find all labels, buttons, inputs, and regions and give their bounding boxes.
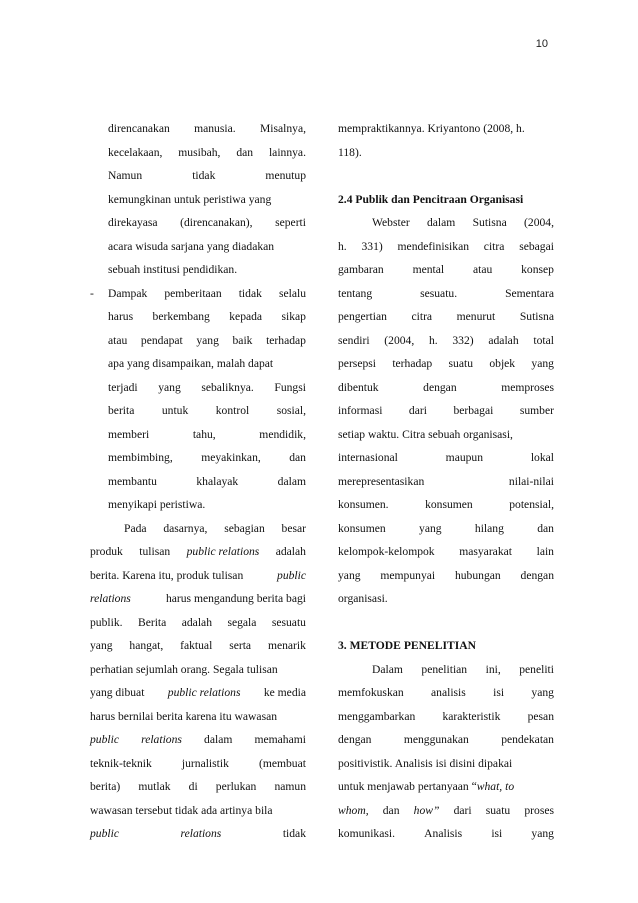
text-line	[338, 141, 554, 165]
text-line	[338, 728, 554, 752]
word: citra	[411, 310, 433, 323]
word: Dalam	[372, 662, 403, 676]
word: kelompok-kelompok	[338, 545, 435, 558]
text-line	[90, 587, 306, 611]
paragraph-citra	[338, 211, 554, 611]
word: relations	[180, 827, 222, 840]
word: selalu	[278, 286, 306, 300]
word: mendefinisikan	[397, 239, 470, 253]
word: sebagian	[224, 521, 265, 535]
word: hubungan	[454, 568, 501, 582]
word: berita	[108, 404, 135, 417]
word: maupun	[445, 451, 484, 464]
word: hilang	[474, 521, 504, 535]
word: setiap waktu. Citra sebuah organisasi,	[338, 427, 513, 441]
word: karakteristik	[442, 709, 501, 723]
word: yang	[531, 686, 554, 699]
word: konsumen.	[338, 498, 389, 511]
text-line	[338, 258, 554, 282]
text-line	[338, 517, 554, 541]
word: yang	[531, 357, 554, 370]
word: public relations	[186, 545, 260, 558]
word: sosial,	[276, 404, 306, 417]
word: menarik	[267, 639, 306, 652]
word: yang	[419, 521, 442, 535]
word: apa yang disampaikan, malah dapat	[108, 357, 274, 370]
word: sebagai	[519, 239, 554, 253]
word: Berita	[137, 615, 167, 629]
word: kecelakaan,	[108, 145, 163, 159]
word: (direncanakan),	[180, 216, 253, 229]
word: direkayasa	[108, 216, 158, 229]
word: atau	[108, 333, 128, 347]
section-heading-2-4: 2.4 Publik dan Pencitraan Organisasi	[338, 192, 524, 206]
text-line	[338, 352, 554, 376]
word: mempunyai	[380, 568, 436, 582]
text-line	[338, 423, 554, 447]
word: adalah	[181, 615, 212, 629]
word: sumber	[519, 404, 554, 417]
word: 331)	[361, 239, 383, 253]
text-line	[338, 799, 554, 823]
word: kontrol	[215, 404, 250, 417]
word: terhadap	[266, 333, 306, 347]
word: teknik-teknik	[90, 756, 152, 770]
text-line	[90, 752, 306, 776]
text-line	[90, 117, 306, 141]
text-line	[338, 775, 554, 799]
word: atau	[472, 263, 493, 276]
word: dalam	[426, 216, 456, 229]
text-line	[90, 446, 306, 470]
word: produk	[90, 545, 123, 558]
word: perhatian sejumlah orang. Segala tulisan	[90, 662, 278, 676]
text-line	[338, 540, 554, 564]
word: dibentuk	[338, 380, 379, 394]
text-line	[90, 164, 306, 188]
word: yang	[90, 639, 113, 652]
text-line	[90, 681, 306, 705]
text-line	[338, 446, 554, 470]
dash-list-item	[90, 282, 306, 517]
word: dalam	[277, 474, 306, 488]
word: menggambarkan	[338, 709, 416, 723]
text-line	[338, 587, 554, 611]
text-line	[90, 493, 306, 517]
word: pesan	[527, 709, 554, 723]
word: dari	[408, 404, 427, 417]
text-line	[90, 305, 306, 329]
word: dan	[537, 521, 554, 535]
word: analisis	[431, 686, 466, 699]
text-line	[338, 752, 554, 776]
text-line	[338, 399, 554, 423]
word: harus	[108, 310, 134, 323]
text-line	[90, 799, 306, 823]
word: terjadi	[108, 380, 138, 394]
word: potensial,	[509, 498, 554, 511]
word: objek	[489, 357, 516, 370]
word: gambaran	[338, 263, 384, 276]
word: (2004,	[384, 333, 415, 347]
word: informasi	[338, 404, 383, 417]
text-line	[90, 775, 306, 799]
word: konsumen	[338, 521, 386, 535]
text-line	[338, 376, 554, 400]
word: Sementara	[505, 286, 554, 300]
word: menutup	[265, 169, 306, 182]
word: dengan	[520, 568, 554, 582]
text-line	[90, 399, 306, 423]
list-continuation	[90, 117, 306, 282]
word: sikap	[281, 310, 306, 323]
word: Dampak	[108, 286, 148, 300]
word: hangat,	[129, 639, 164, 652]
word: mental	[412, 263, 445, 276]
word: serta	[229, 639, 252, 652]
word: berita)	[90, 780, 121, 793]
word: manusia.	[194, 122, 236, 135]
word: h.	[428, 333, 438, 347]
word: adalah	[275, 545, 306, 558]
word: masyarakat	[459, 545, 512, 558]
text-line	[90, 705, 306, 729]
word: public	[277, 568, 306, 582]
spacer	[338, 164, 554, 188]
word: yang	[158, 380, 181, 394]
word: public	[90, 733, 119, 746]
word: kemungkinan untuk peristiwa yang	[108, 192, 272, 206]
paragraph-continuation	[338, 117, 554, 164]
word: menyikapi peristiwa.	[108, 498, 206, 511]
word: citra	[483, 239, 505, 253]
word: dalam	[204, 733, 233, 746]
word: perlukan	[215, 780, 257, 793]
word: acara wisuda sarjana yang diadakan	[108, 239, 275, 253]
text-line	[90, 658, 306, 682]
text-line	[90, 822, 306, 846]
word: besar	[281, 521, 306, 535]
word: jurnalistik	[181, 756, 229, 770]
text-line	[90, 329, 306, 353]
word: total	[533, 333, 554, 347]
text-line	[90, 352, 306, 376]
word: segala	[227, 615, 257, 629]
word: konsumen	[425, 498, 473, 511]
word: tulisan	[139, 545, 171, 558]
word: internasional	[338, 451, 398, 464]
word: Misalnya,	[259, 122, 306, 135]
word: positivistik. Analisis isi disini dipakai	[338, 756, 513, 770]
text-line	[338, 117, 554, 141]
word: whom,	[338, 803, 369, 817]
word: Webster	[372, 216, 410, 229]
word: namun	[274, 780, 306, 793]
word: Pada	[124, 521, 147, 535]
word: yang	[196, 333, 219, 347]
text-line	[90, 634, 306, 658]
word: memahami	[254, 733, 306, 746]
word: direncanakan	[108, 122, 170, 135]
word: mempraktikannya. Kriyantono (2008, h.	[338, 122, 525, 135]
text-line	[338, 211, 554, 235]
dash-bullet: -	[90, 286, 94, 300]
word: faktual	[180, 639, 213, 652]
word: membantu	[108, 474, 157, 488]
text-line	[90, 470, 306, 494]
text-line	[338, 493, 554, 517]
word: isi	[493, 686, 505, 699]
word: meyakinkan,	[201, 451, 261, 464]
word: nilai-nilai	[508, 474, 554, 488]
word: tidak	[192, 169, 216, 182]
word: tentang	[338, 286, 373, 300]
left-column	[90, 117, 306, 846]
word: musibah,	[178, 145, 221, 159]
word: publik.	[90, 615, 123, 629]
word: menurut	[456, 310, 496, 323]
word: sebuah institusi pendidikan.	[108, 263, 238, 276]
word: adalah	[488, 333, 519, 347]
word: Sutisna	[519, 310, 554, 323]
word: yang	[338, 568, 361, 582]
word: wawasan tersebut tidak ada artinya bila	[90, 803, 273, 817]
word: Fungsi	[274, 380, 306, 394]
word: suatu	[485, 803, 511, 817]
word: terhadap	[392, 357, 433, 370]
word: dengan	[338, 733, 372, 746]
text-line	[90, 188, 306, 212]
word: dasarnya,	[163, 521, 208, 535]
paragraph-metode	[338, 658, 554, 846]
page-number: 10	[535, 38, 548, 50]
word: sebaliknya.	[201, 380, 254, 394]
word: untuk menjawab pertanyaan “what, to	[338, 780, 515, 793]
word: lokal	[530, 451, 554, 464]
text-line	[338, 282, 554, 306]
text-line	[90, 728, 306, 752]
word: menggunakan	[403, 733, 469, 746]
word: how”	[413, 803, 440, 817]
word: harus mengandung berita bagi	[165, 592, 306, 605]
word: isi	[491, 827, 503, 840]
word: Analisis	[424, 827, 463, 840]
word: pengertian	[338, 310, 387, 323]
word: di	[188, 780, 198, 793]
word: dari	[453, 803, 472, 817]
word: Namun	[108, 169, 143, 182]
text-line	[338, 681, 554, 705]
word: ini,	[485, 662, 501, 676]
word: lain	[536, 545, 554, 558]
word: baik	[232, 333, 253, 347]
word: berkembang	[152, 310, 210, 323]
word: merepresentasikan	[338, 474, 425, 488]
text-line	[338, 329, 554, 353]
word: sendiri	[338, 333, 370, 347]
word: membimbing,	[108, 451, 173, 464]
word: yang dibuat	[90, 686, 145, 699]
word: seperti	[275, 216, 306, 229]
text-line	[338, 470, 554, 494]
word: sesuatu	[271, 615, 306, 629]
word: ke media	[263, 686, 306, 699]
text-line	[338, 235, 554, 259]
word: Sutisna	[472, 216, 507, 229]
word: yang	[531, 827, 554, 840]
text-line	[90, 376, 306, 400]
word: memproses	[501, 380, 554, 394]
word: 118).	[338, 145, 362, 159]
section-heading-3: 3. METODE PENELITIAN	[338, 639, 476, 652]
text-line	[90, 235, 306, 259]
spacer	[338, 611, 554, 635]
word: sesuatu.	[420, 286, 458, 300]
word: pendapat	[140, 333, 183, 347]
word: penelitian	[421, 662, 468, 676]
text-line	[90, 517, 306, 541]
word: suatu	[448, 357, 474, 370]
word: proses	[524, 803, 554, 817]
word: 332)	[452, 333, 474, 347]
word: public relations	[167, 686, 241, 699]
word: berita. Karena itu, produk tulisan	[90, 568, 244, 582]
word: tahu,	[192, 427, 216, 441]
text-line	[90, 564, 306, 588]
word: harus bernilai berita karena itu wawasan	[90, 709, 278, 723]
text-line	[338, 822, 554, 846]
word: dan	[236, 145, 254, 159]
text-line	[90, 141, 306, 165]
word: persepsi	[338, 357, 376, 370]
word: relations	[141, 733, 182, 746]
right-column	[338, 117, 554, 846]
word: organisasi.	[338, 592, 388, 605]
word: h.	[338, 239, 347, 253]
text-line	[90, 282, 306, 306]
text-line	[338, 305, 554, 329]
word: memberi	[108, 427, 150, 441]
word: mutlak	[138, 780, 171, 793]
word: (2004,	[524, 216, 554, 229]
word: dengan	[423, 380, 457, 394]
word: pemberitaan	[164, 286, 222, 300]
text-line	[338, 564, 554, 588]
paragraph-public-relations	[90, 517, 306, 846]
text-line	[338, 658, 554, 682]
text-line	[90, 258, 306, 282]
word: dan	[382, 803, 400, 817]
word: (membuat	[258, 756, 306, 770]
word: memfokuskan	[338, 686, 404, 699]
text-line	[90, 423, 306, 447]
word: komunikasi.	[338, 827, 396, 840]
word: tidak	[282, 827, 306, 840]
word: dan	[289, 451, 306, 464]
word: untuk	[161, 404, 189, 417]
text-line	[90, 540, 306, 564]
text-line	[90, 211, 306, 235]
word: kepada	[229, 310, 263, 323]
word: khalayak	[196, 474, 239, 488]
text-line	[90, 611, 306, 635]
word: lainnya.	[268, 145, 306, 159]
word: peneliti	[519, 662, 554, 676]
word: pendekatan	[501, 733, 554, 746]
word: relations	[90, 592, 131, 605]
word: tidak	[238, 286, 262, 300]
word: berbagai	[453, 404, 494, 417]
word: public	[90, 827, 119, 840]
word: mendidik,	[259, 427, 306, 441]
text-line	[338, 705, 554, 729]
word: konsep	[521, 263, 554, 276]
